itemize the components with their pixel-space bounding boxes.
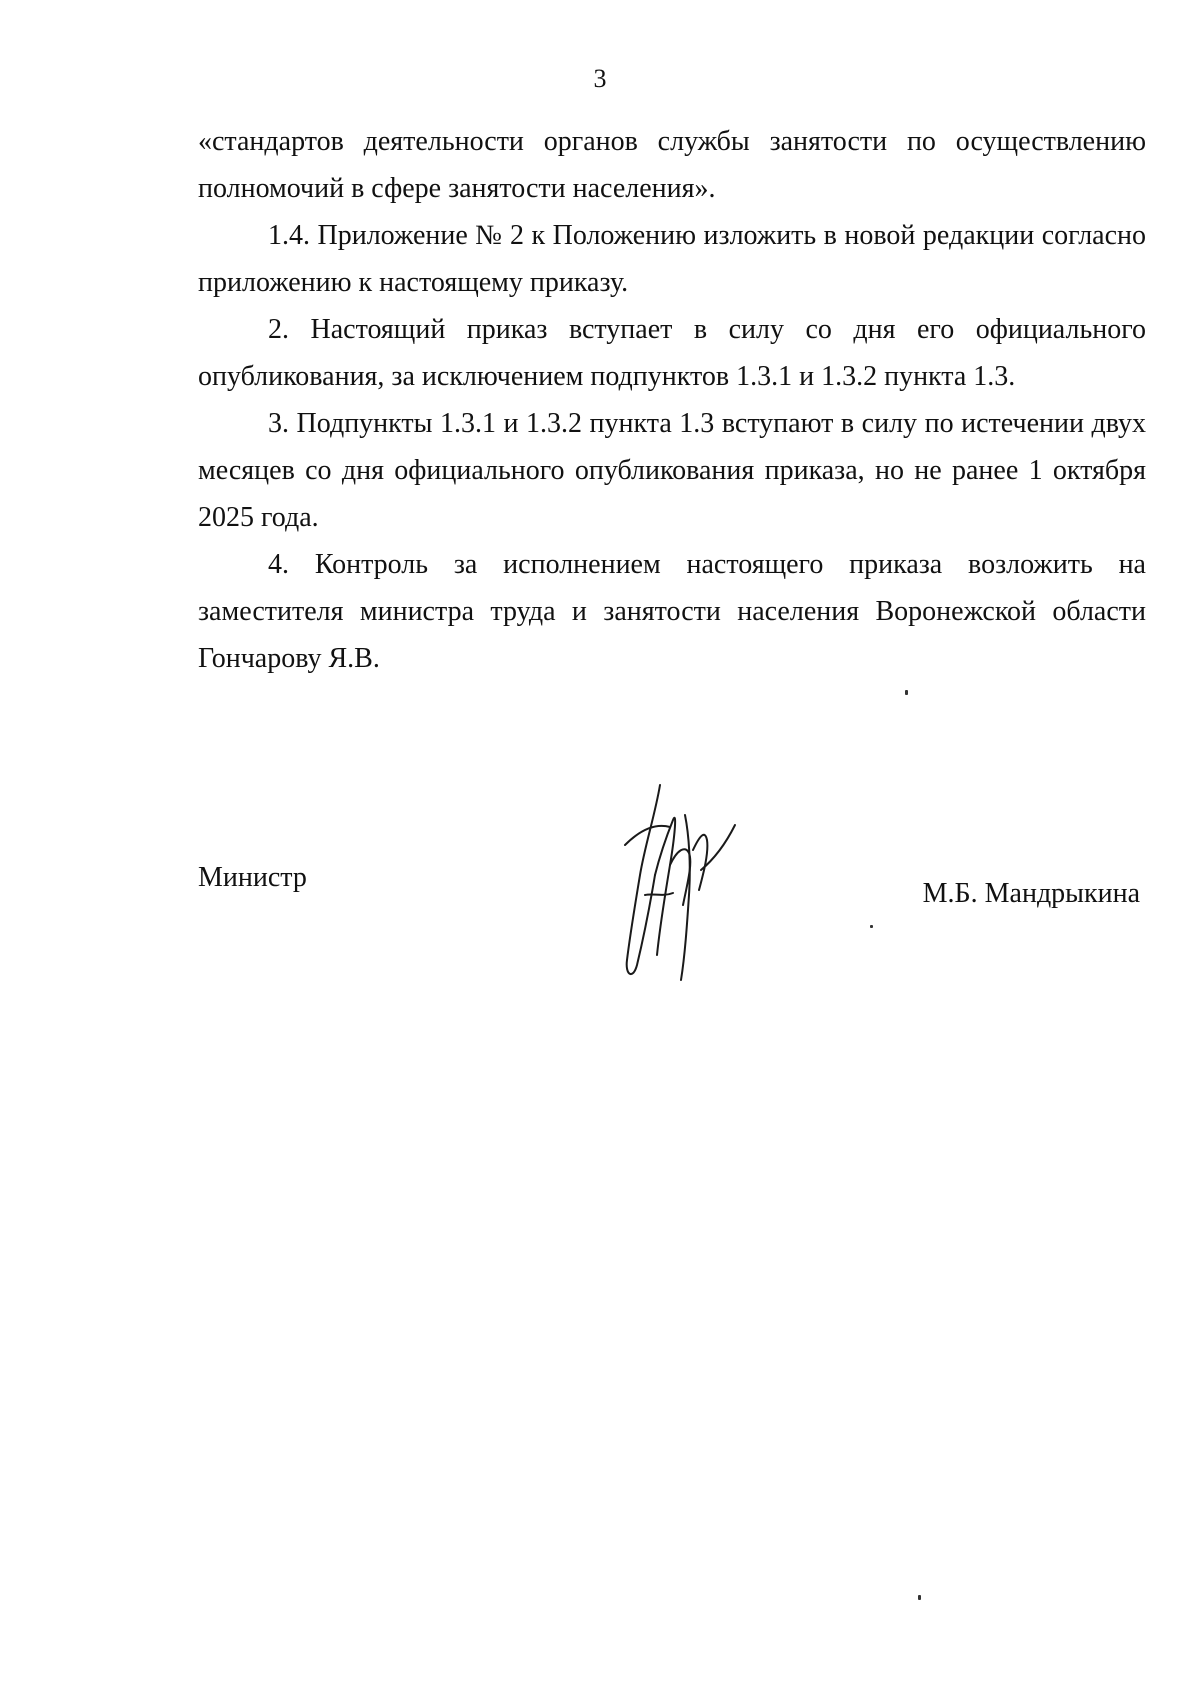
paragraph-intro-continuation: «стандартов деятельности органов службы занятости по осуществлению полномочий в сфере занятости населения». — [198, 126, 1146, 204]
paragraph-2: 2. Настоящий приказ вступает в силу со дня его официального опубликования, за исключением подпунктов 1.3.1 и 1.3.2 пункта 1.3. — [198, 314, 1146, 392]
handwritten-signature — [615, 775, 745, 990]
paragraph-4: 4. Контроль за исполнением настоящего приказа возложить на заместителя министра труда и занятости населения Воронежской области Гончарову Я.В. — [198, 549, 1146, 674]
document-body — [198, 118, 1146, 682]
scan-speck — [870, 925, 873, 928]
page-number: 3 — [593, 64, 607, 93]
scan-speck — [905, 690, 908, 695]
scan-speck — [918, 1595, 921, 1600]
signatory-title: Министр — [198, 862, 307, 893]
paragraph-3: 3. Подпункты 1.3.1 и 1.3.2 пункта 1.3 вступают в силу по истечении двух месяцев со дня официального опубликования приказа, но не ранее 1 октября 2025 года. — [198, 408, 1146, 533]
signatory-name: М.Б. Мандрыкина — [922, 878, 1140, 909]
paragraph-1-4: 1.4. Приложение № 2 к Положению изложить в новой редакции согласно приложению к настоящему приказу. — [198, 220, 1146, 298]
